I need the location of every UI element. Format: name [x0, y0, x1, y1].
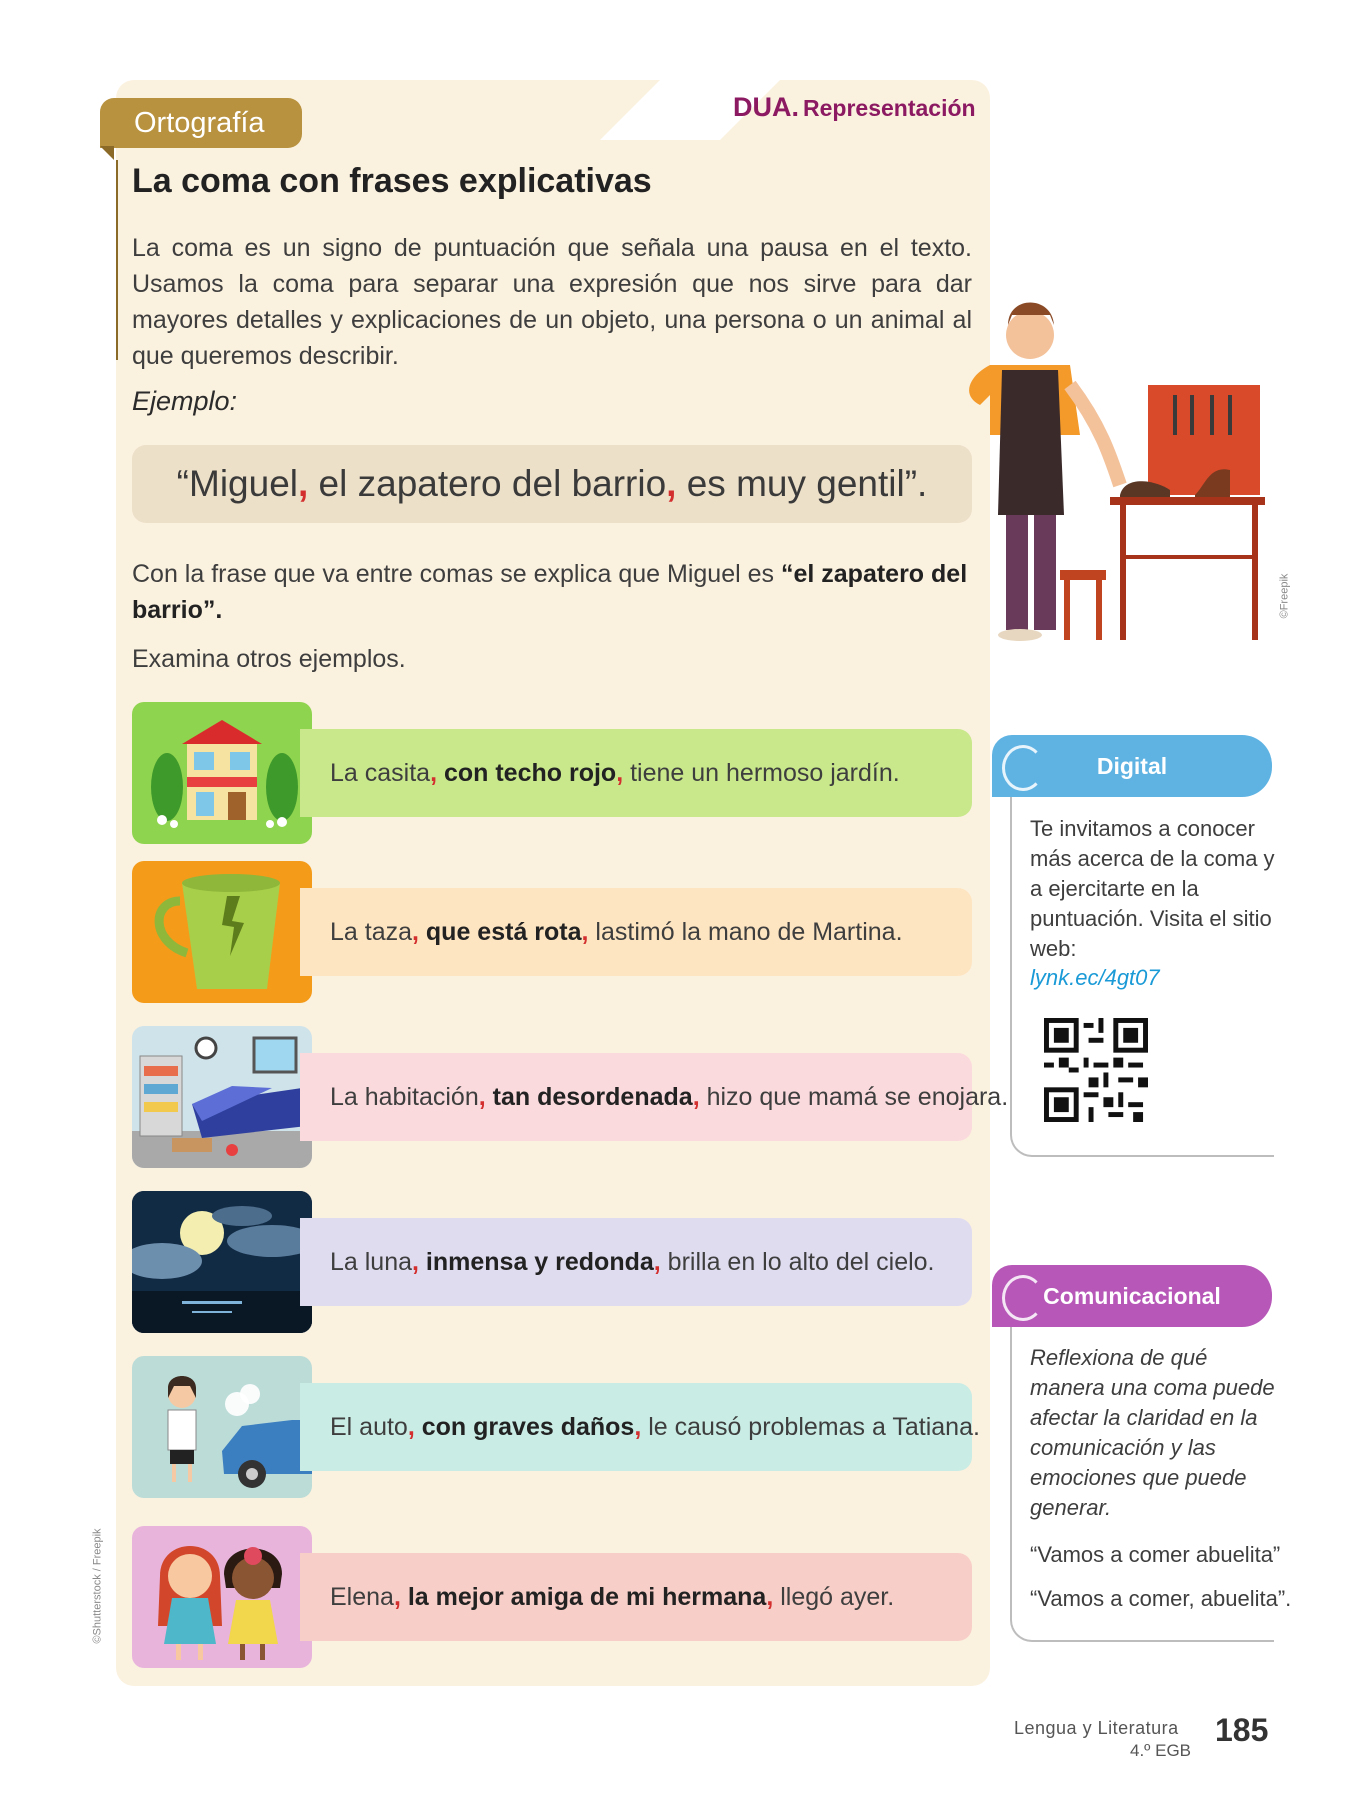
ex3-predicate: hizo que mamá se enojara. — [699, 1083, 1009, 1111]
dua-label — [733, 92, 976, 123]
ex5-phrase: con graves daños — [414, 1413, 635, 1441]
broken-car-icon — [132, 1356, 312, 1498]
example-comma-1: , — [298, 463, 309, 504]
explanation-text — [132, 556, 972, 628]
example-row-1 — [300, 729, 972, 817]
girls-image — [132, 1526, 312, 1668]
left-rule — [116, 160, 118, 360]
ex6-comma-1: , — [393, 1583, 401, 1611]
moon-icon — [132, 1191, 312, 1333]
comunicacional-quote-1: “Vamos a comer abuelita” — [1030, 1542, 1281, 1567]
dua-representation: Representación — [803, 95, 976, 121]
qr-code-icon[interactable] — [1044, 1018, 1148, 1122]
cup-image — [132, 861, 312, 1003]
tab-fold — [100, 146, 114, 160]
shoemaker-illustration — [930, 285, 1275, 645]
lesson-intro: La coma es un signo de puntuación que señala una pausa en el texto. Usamos la coma para separar una expresión que nos sirve para dar mayores detalles y explicaciones de un objeto, una persona o un animal al que queremos describir. — [132, 234, 972, 370]
comunicacional-text: Reflexiona de qué manera una coma puede afectar la claridad en la comunicación y las emociones que puede generar. — [1030, 1345, 1275, 1520]
ex2-comma-2: , — [581, 918, 589, 946]
example-part1: “Miguel — [176, 463, 298, 504]
ex1-predicate: tiene un hermoso jardín. — [623, 759, 900, 787]
example-sentence-box — [132, 445, 972, 523]
ex1-comma-1: , — [430, 759, 438, 787]
ex1-comma-2: , — [616, 759, 624, 787]
ex4-predicate: brilla en lo alto del cielo. — [660, 1248, 935, 1276]
ex3-phrase: tan desordenada — [485, 1083, 693, 1111]
house-image — [132, 702, 312, 844]
ex6-subject: Elena — [330, 1583, 394, 1611]
examine-text: Examina otros ejemplos. — [132, 645, 406, 673]
explain-bold: “el zapatero del barrio”. — [132, 560, 968, 624]
explain-start: Con la frase que va entre comas se explica que Miguel es — [132, 560, 781, 588]
broken-cup-icon — [132, 861, 312, 1003]
freepik-credit: ©Freepik — [1278, 573, 1291, 619]
moon-image — [132, 1191, 312, 1333]
comunicacional-heading: Comunicacional — [1043, 1283, 1221, 1309]
digital-link[interactable]: lynk.ec/4gt07 — [1030, 965, 1160, 990]
example-label: Ejemplo: — [132, 386, 238, 416]
swirl-icon — [1002, 745, 1044, 791]
dua-prefix: DUA. — [733, 92, 799, 122]
comunicacional-quote-2: “Vamos a comer, abuelita”. — [1030, 1586, 1292, 1611]
example-row-2 — [300, 888, 972, 976]
ex5-comma-2: , — [634, 1413, 642, 1441]
ex4-comma-2: , — [653, 1248, 661, 1276]
ex2-subject: La taza — [330, 918, 413, 946]
ex6-comma-2: , — [766, 1583, 774, 1611]
example-comma-2: , — [666, 463, 677, 504]
digital-text: Te invitamos a conocer más acerca de la coma y a ejercitarte en la puntuación. Visita el sitio web: — [1030, 816, 1275, 961]
ex4-phrase: inmensa y redonda — [418, 1248, 654, 1276]
shutterstock-credit: ©Shutterstock / Freepik — [91, 1528, 104, 1644]
ex4-subject: La luna — [330, 1248, 413, 1276]
ex4-comma-1: , — [412, 1248, 419, 1276]
ex2-predicate: lastimó la mano de Martina. — [588, 918, 903, 946]
page-number: 185 — [1215, 1712, 1269, 1748]
ex1-subject: La casita — [330, 759, 431, 787]
ex5-comma-1: , — [407, 1413, 415, 1441]
section-tab: Ortografía — [100, 98, 302, 148]
ex2-phrase: que está rota — [418, 918, 582, 946]
ex3-subject: La habitación — [330, 1083, 479, 1111]
example-row-6 — [300, 1553, 972, 1641]
footer-subject: Lengua y Literatura — [1014, 1718, 1179, 1738]
example-row-4 — [300, 1218, 972, 1306]
example-part2: el zapatero del barrio — [308, 463, 667, 504]
ex3-comma-1: , — [478, 1083, 486, 1111]
room-image — [132, 1026, 312, 1168]
ex6-predicate: llegó ayer. — [773, 1583, 895, 1611]
ex5-subject: El auto — [330, 1413, 408, 1441]
digital-header — [992, 735, 1272, 797]
lesson-title: La coma con frases explicativas — [132, 162, 652, 200]
house-icon — [132, 702, 312, 844]
ex5-predicate: le causó problemas a Tatiana. — [641, 1413, 980, 1441]
example-row-5 — [300, 1383, 980, 1471]
footer-grade: 4.º EGB — [1130, 1741, 1192, 1760]
ex6-phrase: la mejor amiga de mi hermana — [400, 1583, 767, 1611]
digital-heading: Digital — [1096, 753, 1168, 779]
two-girls-icon — [132, 1526, 312, 1668]
ex1-phrase: con techo rojo — [437, 759, 617, 787]
ex3-comma-2: , — [692, 1083, 700, 1111]
ex2-comma-1: , — [412, 918, 419, 946]
swirl-icon — [1002, 1275, 1044, 1321]
messy-room-icon — [132, 1026, 312, 1168]
example-row-3 — [300, 1053, 1009, 1141]
example-part3: es muy gentil”. — [676, 463, 928, 504]
comunicacional-header — [992, 1265, 1272, 1327]
car-image — [132, 1356, 312, 1498]
